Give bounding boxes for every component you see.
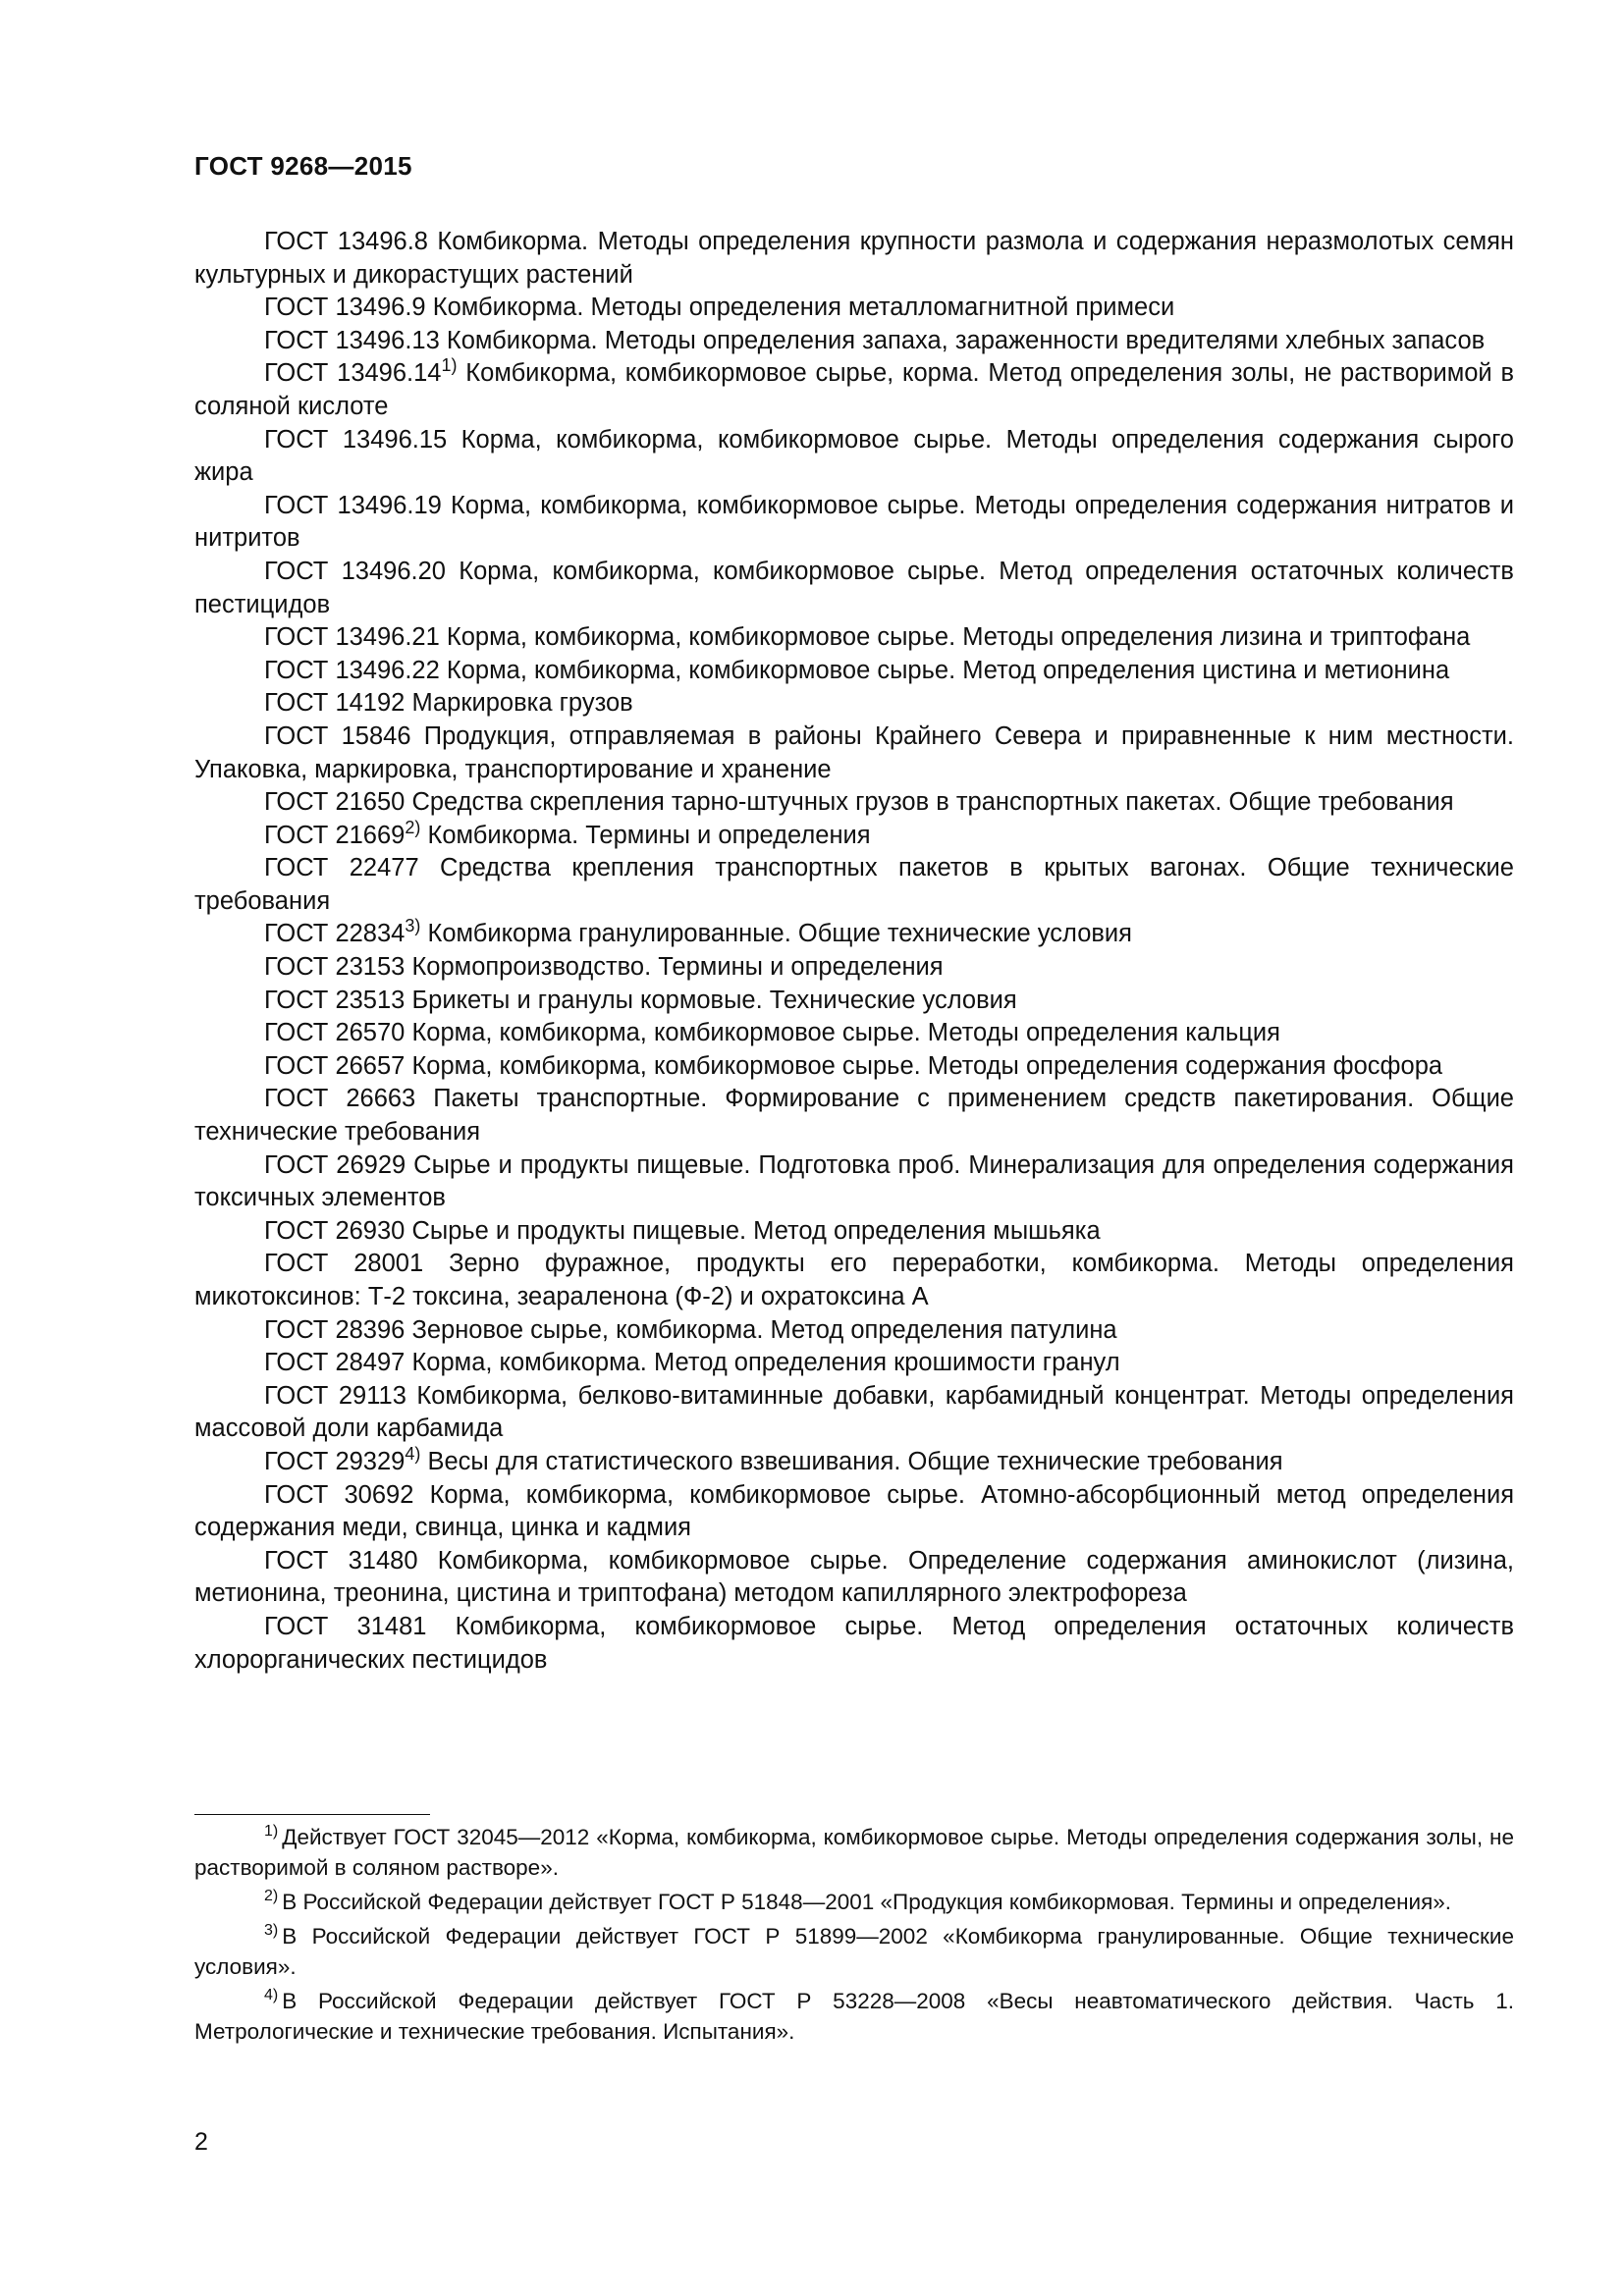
- reference-code: ГОСТ 21669: [264, 821, 406, 849]
- reference-item: [194, 951, 1514, 985]
- reference-title: Комбикорма, белково-витаминные добавки, карбамидный концентрат. Методы определения массовой доли карбамида: [194, 1381, 1514, 1443]
- reference-item: [194, 721, 1514, 786]
- reference-item: [194, 1347, 1514, 1380]
- reference-code: ГОСТ 13496.8: [264, 228, 428, 255]
- reference-item: [194, 1479, 1514, 1545]
- reference-code: ГОСТ 29113: [264, 1381, 406, 1410]
- reference-title: Комбикорма. Методы определения крупности размола и содержания неразмолотых семян культурных и дикорастущих растений: [194, 228, 1514, 289]
- reference-title: Брикеты и гранулы кормовые. Технические условия: [405, 986, 1017, 1014]
- reference-item: [194, 292, 1514, 325]
- reference-code: ГОСТ 13496.20: [264, 557, 446, 585]
- reference-code: ГОСТ 23153: [264, 953, 406, 982]
- reference-title: Зерновое сырье, комбикорма. Метод определения патулина: [405, 1315, 1117, 1344]
- reference-title: Средства крепления транспортных пакетов в крытых вагонах. Общие технические требования: [194, 854, 1514, 915]
- footnote-text: Действует ГОСТ 32045—2012 «Корма, комбикорма, комбикормовое сырье. Методы определения содержания золы, не растворимой в соляном растворе».: [194, 1825, 1514, 1880]
- reference-code: ГОСТ 13496.19: [264, 491, 442, 519]
- reference-code: ГОСТ 26657: [264, 1051, 406, 1080]
- footnote-marker: 3): [405, 916, 421, 936]
- reference-code: ГОСТ 30692: [264, 1480, 414, 1509]
- reference-item: [194, 985, 1514, 1018]
- footnote-marker: 4): [405, 1443, 421, 1464]
- footnote-item: [194, 1986, 1514, 2047]
- reference-code: ГОСТ 28001: [264, 1250, 424, 1278]
- reference-title: Корма, комбикорма. Метод определения крошимости гранул: [405, 1349, 1120, 1377]
- reference-title: Пакеты транспортные. Формирование с применением средств пакетирования. Общие технические требования: [194, 1085, 1514, 1147]
- reference-title: Маркировка грузов: [405, 689, 633, 718]
- footnote-number: 2): [264, 1888, 279, 1904]
- reference-title: Корма, комбикорма, комбикормовое сырье. Методы определения лизина и триптофана: [439, 623, 1471, 652]
- reference-code: ГОСТ 23513: [264, 986, 406, 1014]
- reference-code: ГОСТ 28497: [264, 1349, 406, 1377]
- footnote-marker: 2): [405, 817, 421, 837]
- reference-code: ГОСТ 13496.22: [264, 656, 440, 684]
- reference-code: ГОСТ 13496.21: [264, 623, 440, 652]
- reference-code: ГОСТ 21650: [264, 788, 406, 817]
- reference-title: Весы для статистического взвешивания. Общие технические требования: [420, 1447, 1283, 1475]
- reference-item: [194, 621, 1514, 655]
- reference-title: Корма, комбикорма, комбикормовое сырье. Метод определения остаточных количеств пестицидов: [194, 557, 1514, 618]
- footnote-item: [194, 1887, 1514, 1917]
- reference-title: Комбикорма, комбикормовое сырье, корма. Метод определения золы, не растворимой в соляной кислоте: [194, 359, 1514, 420]
- reference-item: [194, 1050, 1514, 1084]
- reference-item: [194, 1017, 1514, 1050]
- reference-code: ГОСТ 15846: [264, 721, 411, 750]
- reference-item: [194, 817, 1514, 853]
- reference-title: Корма, комбикорма, комбикормовое сырье. Методы определения содержания сырого жира: [194, 425, 1514, 487]
- footnote-text: В Российской Федерации действует ГОСТ Р 51848—2001 «Продукция комбикормовая. Термины и определения».: [282, 1890, 1452, 1914]
- reference-item: [194, 852, 1514, 918]
- footnote-text: В Российской Федерации действует ГОСТ Р 51899—2002 «Комбикорма гранулированные. Общие технические условия».: [194, 1924, 1514, 1979]
- reference-code: ГОСТ 31480: [264, 1546, 418, 1575]
- reference-item: [194, 1611, 1514, 1677]
- footnote-number: 4): [264, 1987, 279, 2003]
- reference-item: [194, 918, 1514, 951]
- reference-item: [194, 687, 1514, 721]
- document-header: ГОСТ 9268—2015: [194, 151, 412, 181]
- reference-title: Продукция, отправляемая в районы Крайнего Севера и приравненные к ним местности. Упаковка, маркировка, транспортирование и хранение: [194, 721, 1514, 783]
- footnote-number: 3): [264, 1922, 279, 1939]
- reference-title: Зерно фуражное, продукты его переработки, комбикорма. Методы определения микотоксинов: Т-2 токсина, зеараленона (Ф-2) и охратоксина А: [194, 1250, 1514, 1310]
- reference-title: Сырье и продукты пищевые. Подготовка проб. Минерализация для определения содержания токсичных элементов: [194, 1150, 1514, 1212]
- normative-references: [194, 226, 1514, 1677]
- reference-item: [194, 786, 1514, 820]
- reference-code: ГОСТ 26930: [264, 1216, 406, 1245]
- reference-item: [194, 1545, 1514, 1611]
- footnote-marker: 1): [441, 355, 458, 376]
- reference-title: Комбикорма, комбикормовое сырье. Метод определения остаточных количеств хлорорганических пестицидов: [194, 1612, 1514, 1674]
- reference-title: Комбикорма, комбикормовое сырье. Определение содержания аминокислот (лизина, метионина, треонина, цистина и триптофана) методом капиллярного электрофореза: [194, 1546, 1514, 1608]
- reference-code: ГОСТ 22477: [264, 854, 419, 882]
- reference-title: Средства скрепления тарно-штучных грузов в транспортных пакетах. Общие требования: [405, 788, 1454, 817]
- reference-code: ГОСТ 13496.9: [264, 294, 426, 322]
- reference-title: Корма, комбикорма, комбикормовое сырье. Методы определения содержания нитратов и нитритов: [194, 491, 1514, 553]
- reference-title: Комбикорма. Методы определения металломагнитной примеси: [425, 294, 1175, 322]
- reference-code: ГОСТ 26663: [264, 1085, 416, 1113]
- reference-code: ГОСТ 13496.13: [264, 326, 440, 354]
- reference-code: ГОСТ 28396: [264, 1315, 406, 1344]
- reference-item: [194, 1248, 1514, 1313]
- reference-item: [194, 556, 1514, 621]
- reference-item: [194, 655, 1514, 688]
- reference-title: Комбикорма гранулированные. Общие технические условия: [420, 920, 1132, 948]
- reference-code: ГОСТ 31481: [264, 1612, 427, 1640]
- reference-item: [194, 1443, 1514, 1479]
- reference-item: [194, 1314, 1514, 1348]
- reference-code: ГОСТ 22834: [264, 920, 406, 948]
- reference-item: [194, 490, 1514, 556]
- reference-title: Корма, комбикорма, комбикормовое сырье. Методы определения кальция: [405, 1019, 1280, 1047]
- footnote-item: [194, 1822, 1514, 1883]
- reference-item: [194, 325, 1514, 358]
- reference-title: Корма, комбикорма, комбикормовое сырье. Атомно-абсорбционный метод определения содержания меди, свинца, цинка и кадмия: [194, 1480, 1514, 1542]
- reference-item: [194, 226, 1514, 292]
- reference-title: Сырье и продукты пищевые. Метод определения мышьяка: [405, 1216, 1101, 1245]
- footnote-separator: [194, 1814, 430, 1815]
- reference-code: ГОСТ 14192: [264, 689, 406, 718]
- reference-item: [194, 1215, 1514, 1249]
- reference-item: [194, 1149, 1514, 1215]
- reference-title: Корма, комбикорма, комбикормовое сырье. Методы определения содержания фосфора: [405, 1051, 1443, 1080]
- reference-code: ГОСТ 26929: [264, 1150, 406, 1179]
- page-number: 2: [194, 2128, 208, 2156]
- reference-title: Комбикорма. Термины и определения: [420, 821, 871, 849]
- reference-item: [194, 1380, 1514, 1446]
- reference-code: ГОСТ 13496.14: [264, 359, 442, 388]
- footnote-text: В Российской Федерации действует ГОСТ Р 53228—2008 «Весы неавтоматического действия. Часть 1. Метрологические и технические требования. Испытания».: [194, 1989, 1514, 2044]
- reference-title: Кормопроизводство. Термины и определения: [405, 953, 944, 982]
- reference-item: [194, 357, 1514, 423]
- reference-item: [194, 424, 1514, 490]
- reference-item: [194, 1083, 1514, 1148]
- footnote-number: 1): [264, 1823, 279, 1840]
- footnote-item: [194, 1921, 1514, 1982]
- reference-code: ГОСТ 26570: [264, 1019, 406, 1047]
- reference-title: Корма, комбикорма, комбикормовое сырье. Метод определения цистина и метионина: [439, 656, 1450, 684]
- reference-code: ГОСТ 29329: [264, 1447, 406, 1475]
- reference-title: Комбикорма. Методы определения запаха, зараженности вредителями хлебных запасов: [439, 326, 1486, 354]
- footnotes: [194, 1822, 1514, 2051]
- reference-code: ГОСТ 13496.15: [264, 425, 448, 454]
